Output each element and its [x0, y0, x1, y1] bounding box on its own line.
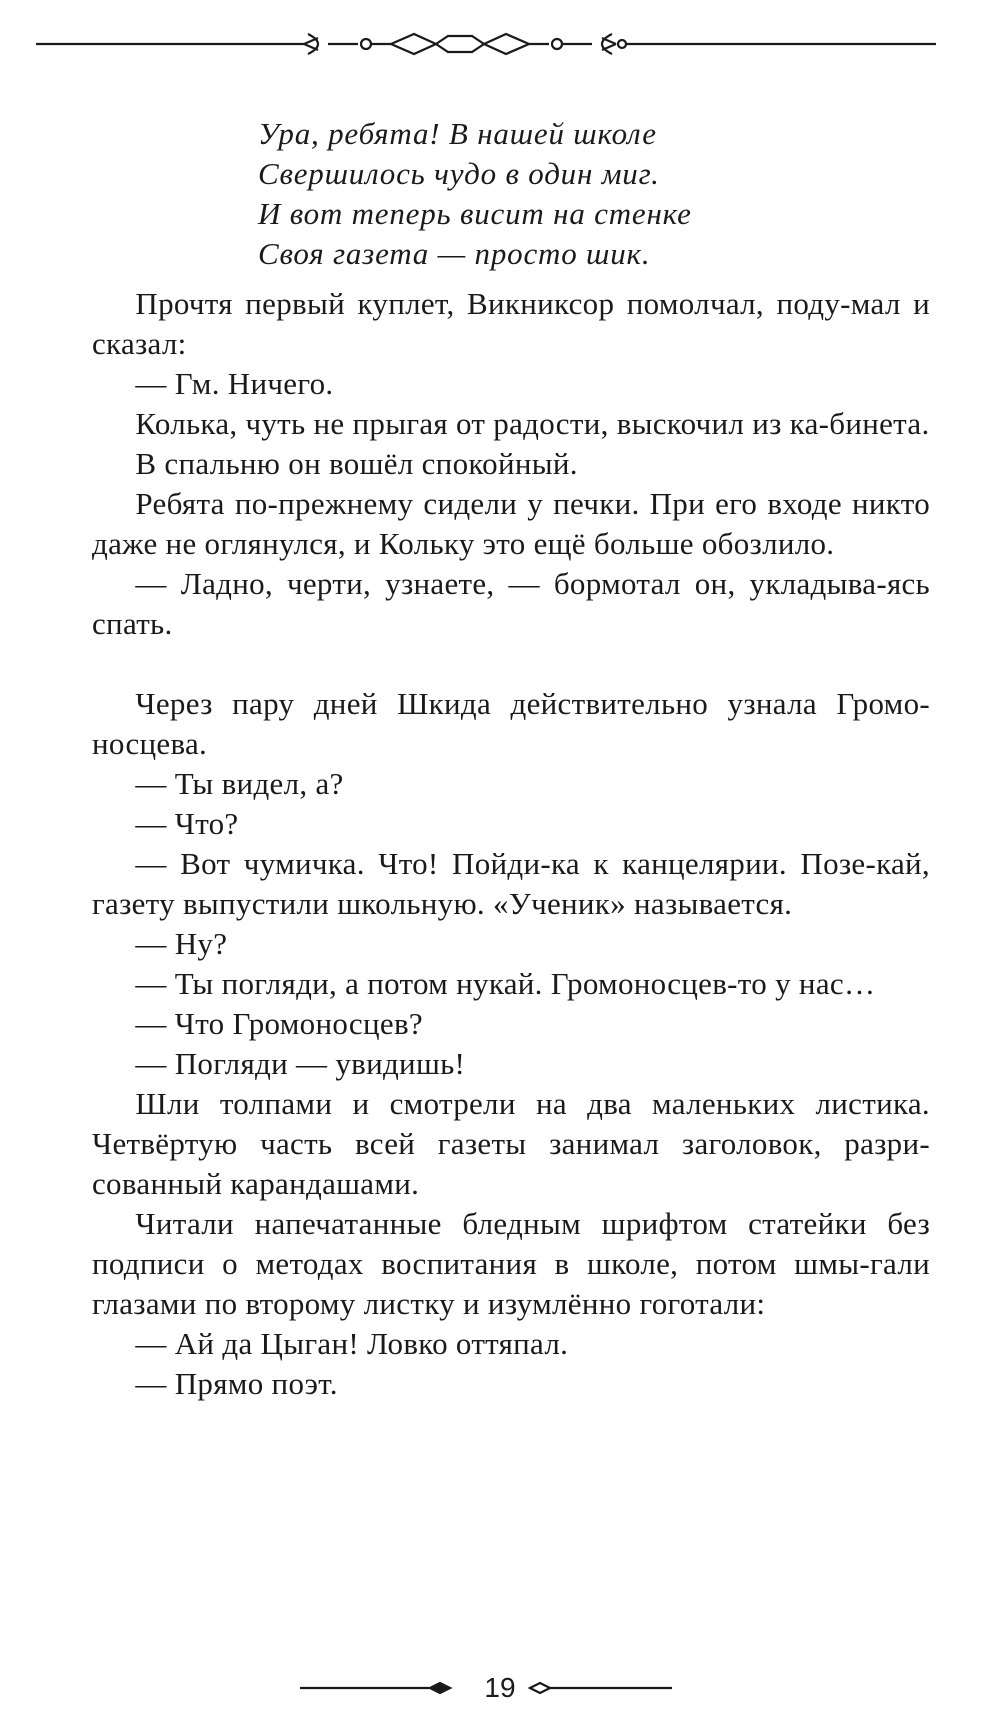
paragraph: Прочтя первый куплет, Викниксор помолчал, поду-мал и сказал: [92, 286, 930, 361]
paragraph: — Ты видел, а? [135, 766, 344, 801]
paragraph: Через пару дней Шкида действительно узнала Громо-носцева. [92, 686, 930, 761]
page-number: 19 [484, 1672, 516, 1703]
paragraph: — Погляди — увидишь! [135, 1046, 466, 1081]
paragraph: — Что Громоносцев? [135, 1006, 423, 1041]
poem-line: И вот теперь висит на стенке [258, 196, 692, 231]
body-text [92, 284, 930, 1404]
paragraph: — Гм. Ничего. [135, 366, 334, 401]
poem-line: Ура, ребята! В нашей школе [258, 116, 657, 151]
paragraph: Читали напечатанные бледным шрифтом статейки без подписи о методах воспитания в школе, потом шмы-гали глазами по второму листку и изумлённо гоготали: [92, 1206, 930, 1321]
paragraph: — Прямо поэт. [135, 1366, 338, 1401]
paragraph: В спальню он вошёл спокойный. [135, 446, 578, 481]
poem-line: Свершилось чудо в один миг. [258, 156, 660, 191]
paragraph: — Вот чумичка. Что! Пойди-ка к канцелярии. Позе-кай, газету выпустили школьную. «Ученик» называется. [92, 846, 930, 921]
paragraph: — Ну? [135, 926, 228, 961]
top-ornament [36, 20, 936, 68]
paragraph: — Ты погляди, а потом нукай. Громоносцев-то у нас… [135, 966, 876, 1001]
paragraph: — Что? [135, 806, 239, 841]
paragraph: — Ладно, черти, узнаете, — бормотал он, укладыва-ясь спать. [92, 566, 930, 641]
section-break [92, 644, 930, 684]
paragraph: — Ай да Цыган! Ловко оттяпал. [135, 1326, 569, 1361]
poem [258, 114, 898, 274]
paragraph: Шли толпами и смотрели на два маленьких листика. Четвёртую часть всей газеты занимал заголовок, разри-сованный карандашами. [92, 1086, 930, 1201]
paragraph: Колька, чуть не прыгая от радости, выскочил из ка-бинета. [135, 406, 930, 441]
paragraph: Ребята по-прежнему сидели у печки. При его входе никто даже не оглянулся, и Кольку это ещё больше обозлило. [92, 486, 930, 561]
poem-line: Своя газета — просто шик. [258, 236, 651, 271]
